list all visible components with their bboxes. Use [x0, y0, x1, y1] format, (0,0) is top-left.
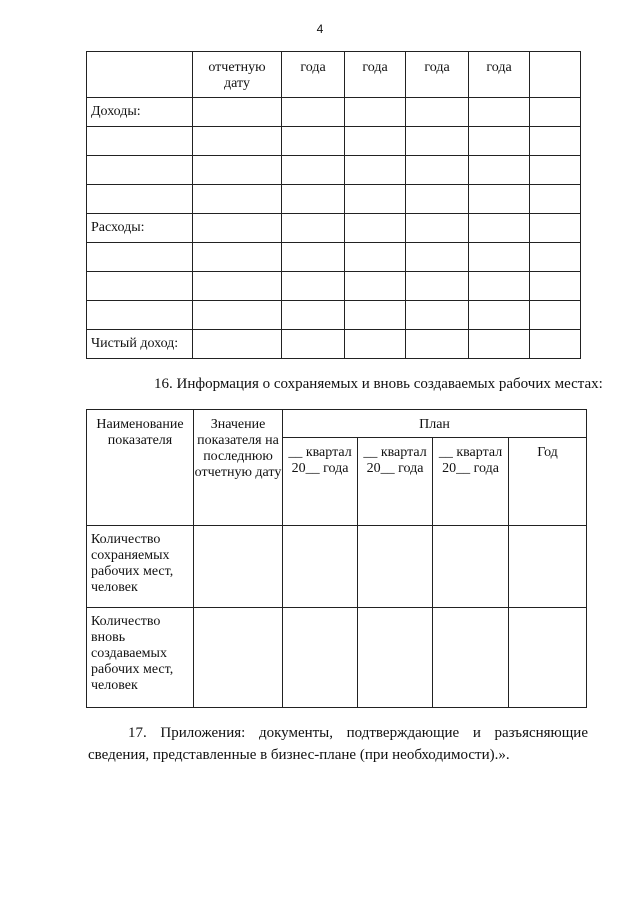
row-label	[87, 156, 193, 185]
header-cell: года	[406, 52, 469, 98]
table-row	[87, 272, 581, 301]
col-header-quarter: __ квартал 20__ года	[283, 438, 358, 526]
header-cell: отчетную дату	[193, 52, 282, 98]
workplaces-table	[86, 409, 587, 708]
table-row	[87, 214, 581, 243]
table-row	[87, 330, 581, 359]
col-header-plan: План	[283, 410, 587, 438]
col-header-year: Год	[509, 438, 587, 526]
col-header-quarter: __ квартал 20__ года	[433, 438, 509, 526]
row-label: Количество вновь создаваемых рабочих мест, человек	[87, 608, 194, 708]
header-cell	[530, 52, 581, 98]
row-label: Доходы:	[87, 98, 193, 127]
page-number: 4	[316, 22, 324, 36]
header-cell: года	[282, 52, 345, 98]
table-row	[87, 185, 581, 214]
income-expense-table	[86, 51, 581, 359]
row-label	[87, 127, 193, 156]
row-label: Количество сохраняемых рабочих мест, человек	[87, 526, 194, 608]
section-17-text	[88, 722, 588, 766]
header-cell	[87, 52, 193, 98]
table-row	[87, 526, 587, 608]
table-row	[87, 127, 581, 156]
table-row	[87, 98, 581, 127]
col-header-name: Наименование показателя	[87, 410, 194, 526]
table-header-row	[87, 52, 581, 98]
section-17-content: 17. Приложения: документы, подтверждающие и разъясняющие сведения, представленные в бизнес-плане (при необходимости).».	[88, 725, 588, 763]
header-cell: года	[469, 52, 530, 98]
row-label: Чистый доход:	[87, 330, 193, 359]
row-label	[87, 301, 193, 330]
col-header-value: Значение показателя на последнюю отчетную дату	[194, 410, 283, 526]
table-row	[87, 243, 581, 272]
row-label	[87, 243, 193, 272]
header-cell: года	[345, 52, 406, 98]
section-16-heading: 16. Информация о сохраняемых и вновь создаваемых рабочих местах:	[154, 376, 603, 392]
table-row	[87, 608, 587, 708]
table-row	[87, 301, 581, 330]
col-header-quarter: __ квартал 20__ года	[358, 438, 433, 526]
table-row	[87, 156, 581, 185]
row-label	[87, 185, 193, 214]
row-label: Расходы:	[87, 214, 193, 243]
row-label	[87, 272, 193, 301]
